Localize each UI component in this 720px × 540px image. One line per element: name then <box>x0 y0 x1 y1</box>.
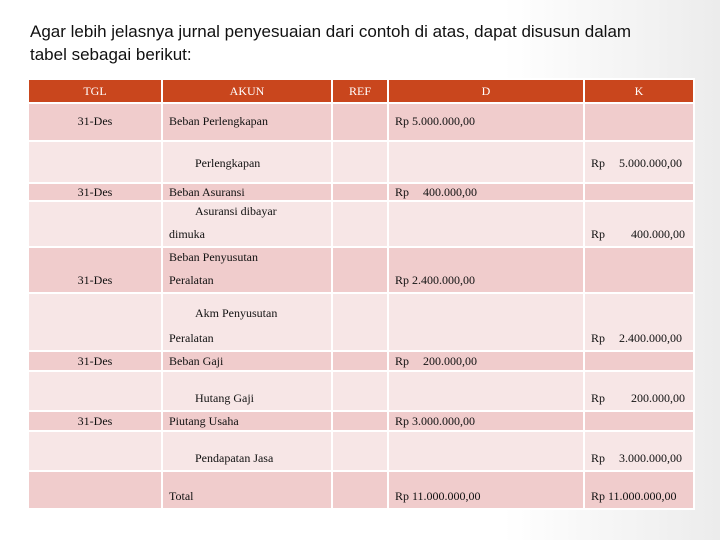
akun-cell: Piutang Usaha <box>162 411 332 431</box>
total-label: Total <box>169 489 194 503</box>
table-row <box>28 411 694 431</box>
tgl-cell: 31-Des <box>77 273 113 287</box>
credit-cell: Rp 400.000,00 <box>591 227 685 241</box>
tgl-cell: 31-Des <box>28 183 162 201</box>
akun-cell-cont: Peralatan <box>169 331 214 345</box>
ref-cell <box>332 201 388 247</box>
header-k: K <box>584 79 694 103</box>
intro-text <box>30 20 690 66</box>
debit-cell: Rp 3.000.000,00 <box>388 411 584 431</box>
tgl-cell <box>28 471 162 509</box>
tgl-cell <box>28 141 162 183</box>
total-debit: Rp 11.000.000,00 <box>395 489 481 503</box>
ref-cell <box>332 183 388 201</box>
akun-cell: Hutang Gaji <box>195 391 254 405</box>
table-row <box>28 351 694 371</box>
ref-cell <box>332 411 388 431</box>
debit-cell <box>388 201 584 247</box>
akun-cell: Beban Perlengkapan <box>169 114 268 128</box>
ref-cell <box>332 141 388 183</box>
credit-cell <box>584 103 694 141</box>
credit-cell: Rp 2.400.000,00 <box>591 331 682 345</box>
ref-cell <box>332 431 388 471</box>
tgl-cell: 31-Des <box>28 411 162 431</box>
debit-cell: Rp 400.000,00 <box>388 183 584 201</box>
ref-cell <box>332 103 388 141</box>
akun-cell: Beban Gaji <box>162 351 332 371</box>
akun-cell-cont: dimuka <box>169 227 205 241</box>
akun-cell: Akm Penyusutan <box>195 306 278 320</box>
tgl-cell: 31-Des <box>28 351 162 371</box>
ref-cell <box>332 371 388 411</box>
table-row <box>28 247 694 293</box>
debit-cell: Rp 200.000,00 <box>388 351 584 371</box>
credit-cell <box>584 247 694 293</box>
tgl-cell: 31-Des <box>77 114 113 128</box>
tgl-cell <box>28 431 162 471</box>
table-header-row <box>28 79 694 103</box>
header-tgl: TGL <box>28 79 162 103</box>
credit-cell <box>584 411 694 431</box>
table-row <box>28 293 694 351</box>
akun-cell: Pendapatan Jasa <box>195 451 274 465</box>
header-d: D <box>388 79 584 103</box>
credit-cell: Rp 3.000.000,00 <box>591 451 682 465</box>
total-credit: Rp 11.000.000,00 <box>591 489 677 503</box>
debit-cell: Rp 5.000.000,00 <box>395 114 476 128</box>
tgl-cell <box>28 293 162 351</box>
intro-line-1: Agar lebih jelasnya jurnal penyesuaian dari contoh di atas, dapat disusun dalam <box>30 22 632 41</box>
table-row <box>28 183 694 201</box>
akun-cell-cont: Peralatan <box>169 273 214 287</box>
table-total-row <box>28 471 694 509</box>
debit-cell <box>388 371 584 411</box>
table-row <box>28 371 694 411</box>
credit-cell <box>584 351 694 371</box>
akun-cell: Asuransi dibayar <box>195 204 277 218</box>
table-row <box>28 431 694 471</box>
ref-cell <box>332 471 388 509</box>
header-ref: REF <box>332 79 388 103</box>
debit-cell <box>388 431 584 471</box>
table-row <box>28 201 694 247</box>
akun-cell: Beban Penyusutan <box>169 250 258 264</box>
debit-cell <box>388 293 584 351</box>
ref-cell <box>332 247 388 293</box>
credit-cell: Rp 5.000.000,00 <box>591 156 682 170</box>
debit-cell <box>388 141 584 183</box>
credit-cell <box>584 183 694 201</box>
akun-cell: Perlengkapan <box>195 156 261 170</box>
akun-cell: Beban Asuransi <box>162 183 332 201</box>
table-row <box>28 103 694 141</box>
credit-cell: Rp 200.000,00 <box>591 391 685 405</box>
debit-cell: Rp 2.400.000,00 <box>395 273 476 287</box>
tgl-cell <box>28 371 162 411</box>
table-row <box>28 141 694 183</box>
adjusting-journal-table <box>27 78 695 510</box>
intro-line-2: tabel sebagai berikut: <box>30 45 192 64</box>
ref-cell <box>332 351 388 371</box>
tgl-cell <box>28 201 162 247</box>
header-akun: AKUN <box>162 79 332 103</box>
ref-cell <box>332 293 388 351</box>
